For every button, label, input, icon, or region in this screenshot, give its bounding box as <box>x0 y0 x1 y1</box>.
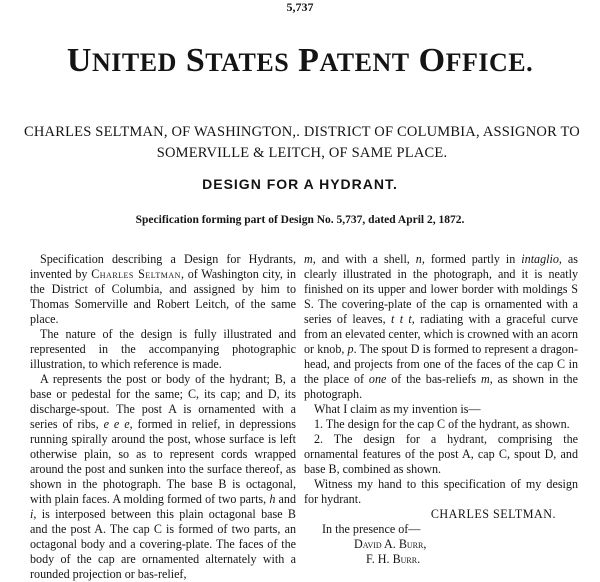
office-letter-u: U <box>66 42 92 79</box>
office-word-atent: ATENT <box>319 48 410 77</box>
text-run: , of Washington city, in the District of Columbia, and assigned by him to Thomas Somerville and Robert Leitch, of the same place. <box>30 267 296 326</box>
witness-statement: Witness my hand to this specification of my design for hydrant. <box>304 477 578 506</box>
design-title: DESIGN FOR A HYDRANT. <box>202 176 398 192</box>
office-word-tates: TATES <box>205 48 290 77</box>
office-word-nited: NITED <box>91 48 177 77</box>
text-run: and <box>275 492 296 506</box>
signature: CHARLES SELTMAN. <box>430 507 556 521</box>
italic-ref: p <box>347 342 354 356</box>
text-run: , is interposed between this plain octagonal base B and the post A. The cap C is formed of two parts, an octagonal body and a covering-plate. The faces of the body of the cap are ornamented alternately with a rounded projection or bas-relief, <box>30 507 296 581</box>
witness-2: F. H. Burr. <box>366 552 421 566</box>
office-letter-s: S <box>185 42 206 79</box>
office-letter-p: P <box>298 42 320 79</box>
italic-ref: n <box>415 252 422 266</box>
text-run: Specification describing a Design for Hydrants, invented by <box>30 252 296 281</box>
text-run: , and with a shell, <box>312 252 416 266</box>
text-run: of the bas-reliefs <box>386 372 481 386</box>
text-run: A represents the post or body of the hydrant; B, a base or pedestal for the same; C, its cap; and D, its discharge-spout. The post A is ornamented with a series of ribs, <box>30 372 296 431</box>
office-heading <box>0 42 600 80</box>
text-column-left <box>30 252 296 582</box>
text-run: , formed partly in <box>421 252 522 266</box>
italic-word: intaglio <box>521 252 559 266</box>
claim-1: 1. The design for the cap C of the hydrant, as shown. <box>314 417 570 431</box>
text-run: , as shown in the photograph. <box>304 372 578 401</box>
inventor-line: CHARLES SELTMAN, OF WASHINGTON,. DISTRICT OF COLUMBIA, ASSIGNOR TO SOMERVILLE & LEITCH, OF SAME PLACE. <box>24 124 580 161</box>
paragraph-intro <box>30 252 296 327</box>
patent-number: 5,737 <box>286 0 314 14</box>
witness-1: David A. Burr, <box>354 537 427 551</box>
presence-label: In the presence of— <box>322 522 421 536</box>
paragraph-description-cont <box>304 252 578 402</box>
office-word-ffice: FFICE. <box>445 48 534 77</box>
text-run: , formed in relief, in depressions running spirally around the post, whose surface is left otherwise plain, so as to represent cords wrapped around the post and sunken into the surface thereof, as shown in the photograph. The base B is octagonal, with plain faces. A molding formed of two parts, <box>30 417 296 506</box>
inventor-name: Charles Seltman <box>91 267 181 281</box>
claim-2: 2. The design for a hydrant, comprising the ornamental features of the post A, cap C, spout D, and base B, combined as shown. <box>304 432 578 476</box>
text-run: . The spout D is formed to represent a dragon-head, and projects from one of the faces of the cap C in the place of <box>304 342 578 386</box>
italic-ref: h <box>269 492 276 506</box>
italic-ref: m <box>480 372 490 386</box>
text-column-right <box>304 252 578 567</box>
italic-ref: i <box>30 507 34 521</box>
paragraph-description-start <box>30 372 296 582</box>
italic-ref: e e e <box>103 417 130 431</box>
italic-ref: m <box>304 252 313 266</box>
text-run: , as clearly illustrated in the photograph, and it is neatly finished on its upper and lower border with moldings S S. The covering-plate of the cap is ornamented with a series of leaves, <box>304 252 578 326</box>
claim-intro: What I claim as my invention is— <box>314 402 481 416</box>
specification-line: Specification forming part of Design No. 5,737, dated April 2, 1872. <box>135 214 465 226</box>
italic-ref: t t t <box>390 312 412 326</box>
text-run: , radiating with a graceful curve from an elevated center, which is crowned with an acorn or knob, <box>304 312 578 356</box>
italic-word: one <box>368 372 387 386</box>
office-letter-o: O <box>418 42 446 79</box>
paragraph-nature: The nature of the design is fully illustrated and represented in the accompanying photographic illustration, to which reference is made. <box>30 327 296 371</box>
